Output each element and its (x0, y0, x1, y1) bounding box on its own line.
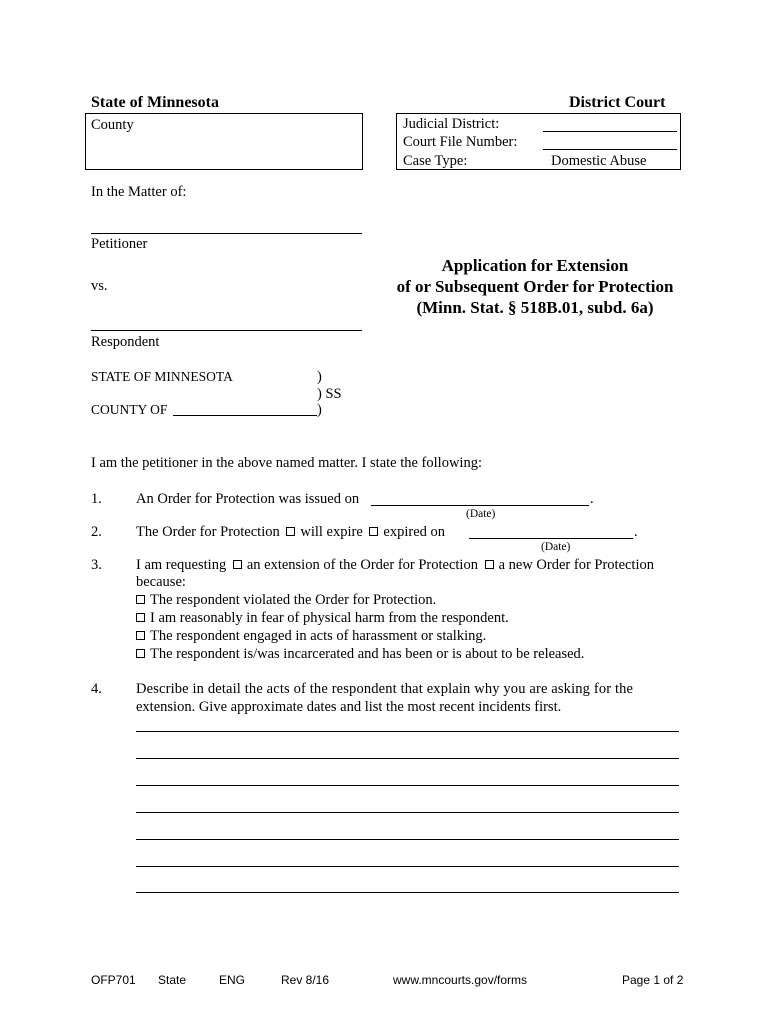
item-2-number: 2. (91, 524, 102, 540)
item-2-text (136, 524, 445, 541)
will-expire-label: will expire (300, 524, 363, 540)
footer-state: State (158, 973, 187, 987)
reason-violated-label: The respondent violated the Order for Protection. (150, 592, 437, 608)
item-4-line-2: extension. Give approximate dates and list the most recent incidents first. (136, 699, 562, 715)
court-file-number-field[interactable] (543, 149, 677, 150)
footer-form-id: OFP701 (91, 973, 136, 987)
reason-violated-checkbox[interactable] (136, 595, 145, 604)
county-box[interactable] (85, 113, 363, 170)
footer-url[interactable]: www.mncourts.gov/forms (393, 973, 528, 987)
new-order-checkbox[interactable] (485, 560, 494, 569)
item-2-text-a: The Order for Protection (136, 524, 280, 540)
matter-label: In the Matter of: (91, 184, 187, 200)
venue-county-field[interactable] (173, 415, 317, 416)
description-line[interactable] (136, 785, 679, 786)
expired-on-label: expired on (383, 524, 446, 540)
footer-revision: Rev 8/16 (281, 973, 330, 987)
reason-incarcerated-label: The respondent is/was incarcerated and has been or is about to be released. (150, 646, 585, 662)
judicial-district-label: Judicial District: (403, 116, 500, 132)
description-line[interactable] (136, 758, 679, 759)
form-title (380, 255, 690, 318)
reason-harassment-checkbox[interactable] (136, 631, 145, 640)
description-line[interactable] (136, 731, 679, 732)
reason-incarcerated (136, 646, 584, 663)
title-line-1: Application for Extension (441, 256, 629, 275)
reason-violated (136, 592, 436, 609)
court-heading: District Court (569, 94, 666, 111)
vs-label: vs. (91, 278, 108, 294)
item-4-line-1: Describe in detail the acts of the respondent that explain why you are asking for the (136, 681, 634, 697)
description-line[interactable] (136, 866, 679, 867)
venue-ss: ) SS (317, 386, 342, 402)
item-1-period: . (590, 491, 594, 507)
reason-fear (136, 610, 509, 627)
item-3-text-a: I am requesting (136, 557, 227, 573)
judicial-district-field[interactable] (543, 131, 677, 132)
case-type-value: Domestic Abuse (551, 153, 647, 169)
reason-harassment-label: The respondent engaged in acts of harassment or stalking. (150, 628, 487, 644)
case-info-box (396, 113, 681, 170)
reason-fear-label: I am reasonably in fear of physical harm from the respondent. (150, 610, 509, 626)
footer-page-number: Page 1 of 2 (622, 973, 684, 987)
expiration-date-field[interactable] (469, 538, 633, 539)
reason-harassment (136, 628, 486, 645)
state-heading: State of Minnesota (91, 94, 219, 111)
footer-language: ENG (219, 973, 246, 987)
description-line[interactable] (136, 839, 679, 840)
venue-state-label: STATE OF MINNESOTA (91, 369, 233, 384)
venue-county-label: COUNTY OF (91, 402, 168, 417)
item-1-number: 1. (91, 491, 102, 507)
venue-paren-1: ) (317, 369, 322, 385)
item-4-number: 4. (91, 681, 102, 697)
description-line[interactable] (136, 892, 679, 893)
reason-fear-checkbox[interactable] (136, 613, 145, 622)
description-line[interactable] (136, 812, 679, 813)
item-3-because: because: (136, 574, 186, 590)
title-line-3: (Minn. Stat. § 518B.01, subd. 6a) (416, 298, 654, 317)
extension-label: an extension of the Order for Protection (246, 557, 478, 573)
petitioner-name-field[interactable] (91, 233, 362, 234)
expired-on-checkbox[interactable] (369, 527, 378, 536)
will-expire-checkbox[interactable] (286, 527, 295, 536)
court-file-number-label: Court File Number: (403, 134, 518, 150)
extension-checkbox[interactable] (233, 560, 242, 569)
new-order-label: a new Order for Protection (498, 557, 654, 573)
item-3-number: 3. (91, 557, 102, 573)
case-type-label: Case Type: (403, 153, 468, 169)
item-3-text (136, 557, 654, 574)
venue-paren-3: ) (317, 402, 322, 418)
petitioner-label: Petitioner (91, 236, 148, 252)
respondent-label: Respondent (91, 334, 160, 350)
intro-statement: I am the petitioner in the above named matter. I state the following: (91, 455, 482, 471)
reason-incarcerated-checkbox[interactable] (136, 649, 145, 658)
title-line-2: of or Subsequent Order for Protection (396, 277, 674, 296)
item-2-date-caption: (Date) (541, 541, 571, 553)
item-1-text: An Order for Protection was issued on (136, 491, 360, 507)
item-2-period: . (634, 524, 638, 540)
respondent-name-field[interactable] (91, 330, 362, 331)
order-issued-date-field[interactable] (371, 505, 589, 506)
item-1-date-caption: (Date) (466, 508, 496, 520)
county-label: County (91, 117, 134, 133)
